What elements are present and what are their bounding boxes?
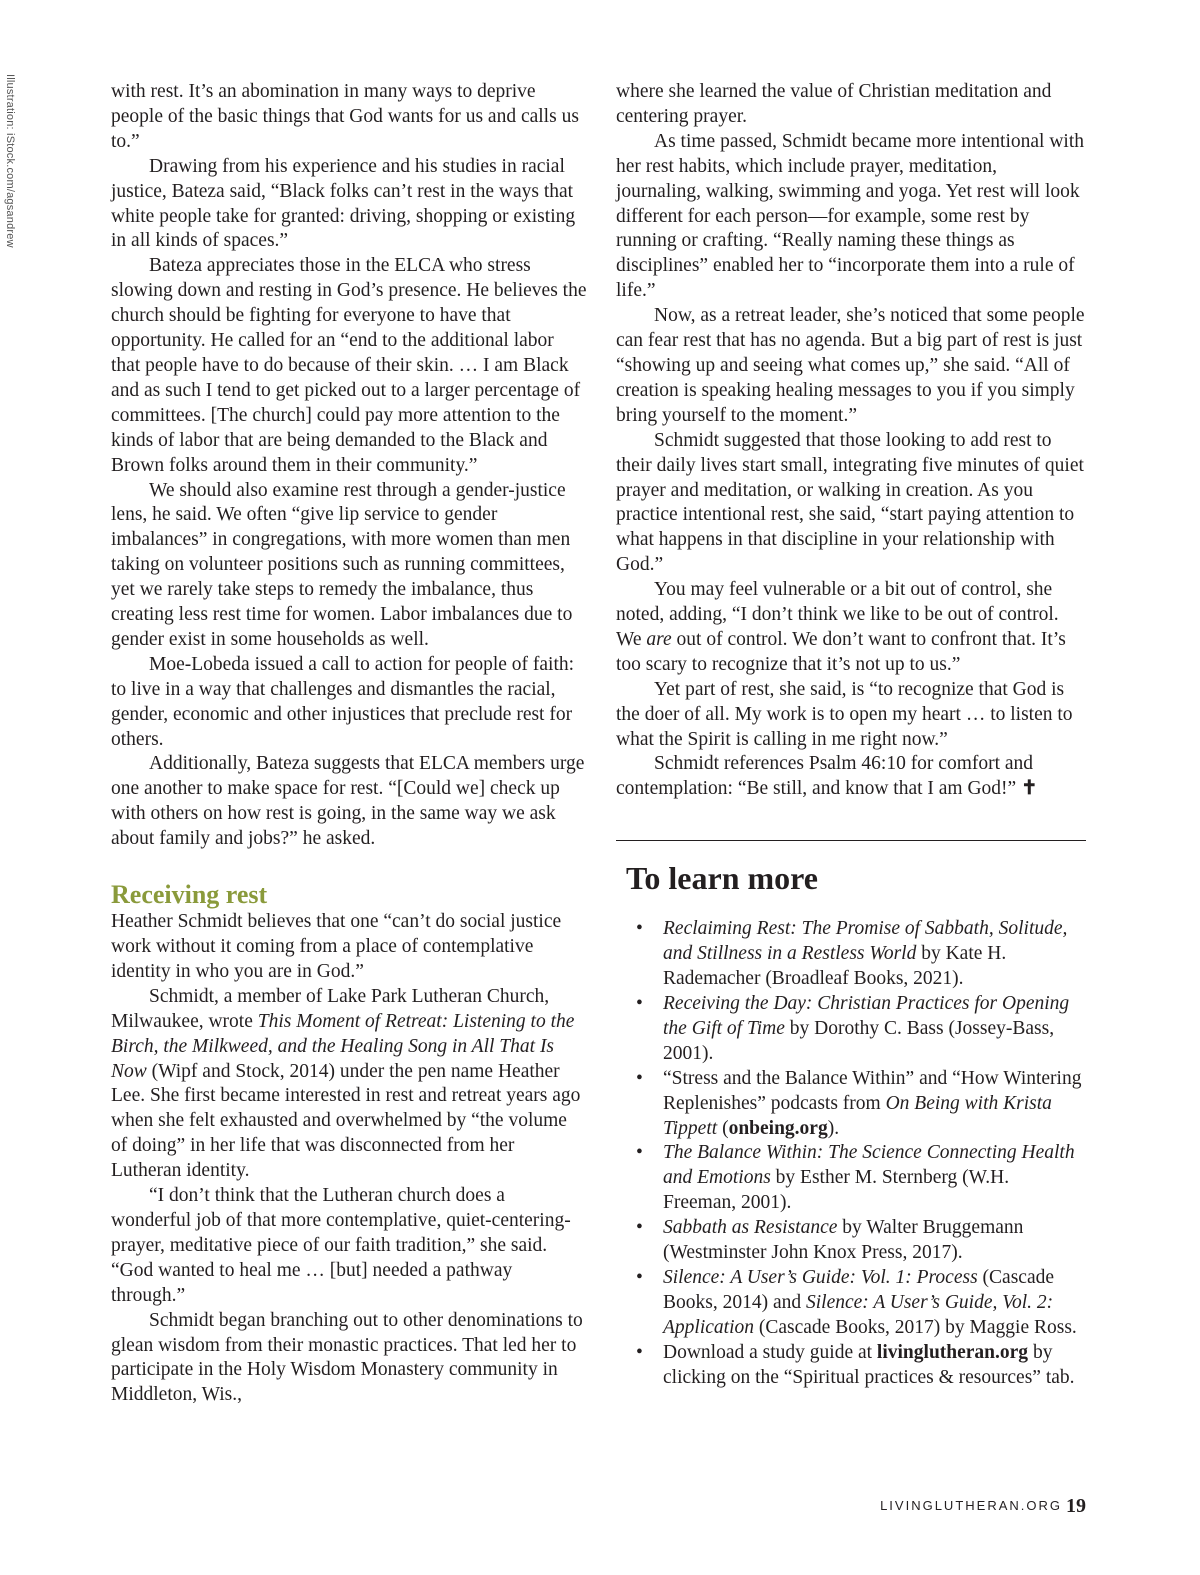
text-run: by Walter Bruggemann (Westminster John Knox Press, 2017). — [663, 1217, 1024, 1264]
book-title: Sabbath as Resistance — [663, 1217, 838, 1239]
paragraph: Moe-Lobeda issued a call to action for people of faith: to live in a way that challenges and dismantles the racial, gender, economic and other injustices that preclude rest for others. — [111, 653, 575, 750]
list-item — [616, 917, 1086, 992]
paragraph: Heather Schmidt believes that one “can’t do social justice work without it coming from a place of contemplative identity in who you are in God.” — [111, 911, 562, 982]
left-column — [111, 80, 587, 1408]
paragraph — [616, 578, 1086, 678]
resource-list — [616, 917, 1086, 1390]
podcast-title: On Being with Krista Tippett — [663, 1092, 1052, 1139]
page-number: 19 — [1066, 1495, 1086, 1517]
list-item — [616, 1266, 1086, 1341]
book-title: Silence: A User’s Guide: Vol. 1: Process — [663, 1266, 978, 1288]
paragraph: Additionally, Bateza suggests that ELCA members urge one another to make space for rest. “[Could we] check up with others on how rest is going, in the same way we ask about family and jobs?” he asked. — [111, 753, 585, 850]
list-item — [616, 1067, 1086, 1142]
photo-credit: Illustration: iStock.com/agsandrew — [4, 74, 16, 248]
text-run: Schmidt, a member of Lake Park Lutheran Church, Milwaukee, wrote — [111, 985, 550, 1032]
text-run: ). — [827, 1117, 840, 1139]
cross-icon: ✝ — [1021, 778, 1038, 800]
text-run: by Kate H. Rademacher (Broadleaf Books, 2021). — [663, 943, 1007, 990]
onbeing-link[interactable]: onbeing.org — [728, 1117, 828, 1139]
book-title: Receiving the Day: Christian Practices for Opening the Gift of Time — [663, 993, 1070, 1039]
paragraph — [616, 752, 1086, 802]
book-title: Silence: A User’s Guide, Vol. 2: Application — [663, 1291, 1054, 1338]
footer-site: LIVINGLUTHERAN.ORG — [880, 1498, 1062, 1513]
text-run: out of control. We don’t want to confront that. It’s too scary to recognize that it’s not up to us.” — [616, 628, 1066, 675]
text-run: (Cascade Books, 2014) and — [663, 1266, 1055, 1313]
text-run: (Cascade Books, 2017) by Maggie Ross. — [754, 1316, 1077, 1338]
text-run: You may feel vulnerable or a bit out of control, she noted, adding, “I don’t think we like to be out of control. We — [616, 579, 1059, 650]
emphasis: are — [646, 628, 672, 650]
section-heading: Receiving rest — [111, 880, 268, 910]
paragraph: We should also examine rest through a gender-justice lens, he said. We often “give lip service to gender imbalances” in congregations, with more women than men taking on volunteer positions such as running committees, yet we rarely take steps to remedy the imbalance, thus creating less rest time for women. Labor imbalances due to gender exist in some households as well. — [111, 479, 573, 650]
text-run: by Dorothy C. Bass (Jossey-Bass, 2001). — [663, 1017, 1055, 1064]
paragraph: “I don’t think that the Lutheran church does a wonderful job of that more contemplative, quiet-centering-prayer, meditative piece of our faith tradition,” she said. “God wanted to heal me … [but] needed a pathway through.” — [111, 1185, 571, 1306]
sidebar-heading: To learn more — [626, 860, 818, 897]
paragraph: Yet part of rest, she said, is “to recognize that God is the doer of all. My work is to open my heart … to listen to what the Spirit is calling in me right now.” — [616, 678, 1073, 750]
text-run: by Esther M. Sternberg (W.H. Freeman, 2001). — [663, 1167, 1010, 1214]
text-run: Download a study guide at — [663, 1341, 877, 1363]
list-item — [616, 1216, 1086, 1266]
text-run: “Stress and the Balance Within” and “How Wintering Replenishes” podcasts from — [663, 1067, 1082, 1114]
text-run: (Wipf and Stock, 2014) under the pen name Heather Lee. She first became interested in rest and retreat years ago when she felt exhausted and overwhelmed by “the volume of doing” in her life that was disconnected from her Lutheran identity. — [111, 1060, 581, 1182]
text-run: by clicking on the “Spiritual practices & resources” tab. — [663, 1341, 1075, 1388]
list-item — [616, 1341, 1086, 1391]
book-title: This Moment of Retreat: Listening to the Birch, the Milkweed, and the Healing Song in All That Is Now — [111, 1010, 575, 1082]
list-item — [616, 992, 1086, 1067]
paragraph: As time passed, Schmidt became more intentional with her rest habits, which include prayer, meditation, journaling, walking, swimming and yoga. Yet rest will look different for each person—for example, some rest by running or crafting. “Really naming these things as disciplines” enabled her to “incorporate them into a rule of life.” — [616, 130, 1084, 302]
paragraph: Now, as a retreat leader, she’s noticed that some people can fear rest that has no agenda. But a big part of rest is just “showing up and seeing what comes up,” she said. “All of creation is speaking healing messages to you if you simply bring yourself to the moment.” — [616, 305, 1085, 426]
paragraph: where she learned the value of Christian meditation and centering prayer. — [616, 81, 1052, 127]
paragraph: with rest. It’s an abomination in many ways to deprive people of the basic things that God wants for us and calls us to.” — [111, 81, 579, 152]
book-title: The Balance Within: The Science Connecting Health and Emotions — [663, 1142, 1075, 1189]
page-footer — [880, 1494, 1086, 1518]
paragraph: Drawing from his experience and his studies in racial justice, Bateza said, “Black folks can’t rest in the ways that white people take for granted: driving, shopping or existing in all kinds of spaces.” — [111, 155, 576, 252]
book-title: Reclaiming Rest: The Promise of Sabbath, Solitude, and Stillness in a Restless World — [663, 918, 1068, 965]
paragraph: Schmidt suggested that those looking to add rest to their daily lives start small, integrating five minutes of quiet prayer and meditation, or walking in creation. As you practice intentional rest, she said, “start paying attention to what happens in that discipline in your relationship with God.” — [616, 429, 1084, 576]
paragraph — [111, 985, 587, 1184]
right-column — [616, 80, 1086, 1391]
list-item — [616, 1141, 1086, 1216]
livinglutheran-link[interactable]: livinglutheran.org — [876, 1341, 1029, 1363]
divider — [616, 840, 1086, 841]
paragraph: Schmidt began branching out to other denominations to glean wisdom from their monastic practices. That led her to participate in the Holy Wisdom Monastery community in Middleton, Wis., — [111, 1309, 583, 1406]
text-run: ( — [717, 1117, 729, 1139]
paragraph: Bateza appreciates those in the ELCA who stress slowing down and resting in God’s presence. He believes the church should be fighting for everyone to have that opportunity. He called for an “end to the additional labor that people have to do because of their skin. … I am Black and as such I tend to get picked out to a larger percentage of committees. [The church] could pay more attention to the kinds of labor that are being demanded to the Black and Brown folks around them in their community.” — [111, 255, 587, 476]
text-run: Schmidt references Psalm 46:10 for comfort and contemplation: “Be still, and know that I am God!” — [616, 753, 1034, 800]
